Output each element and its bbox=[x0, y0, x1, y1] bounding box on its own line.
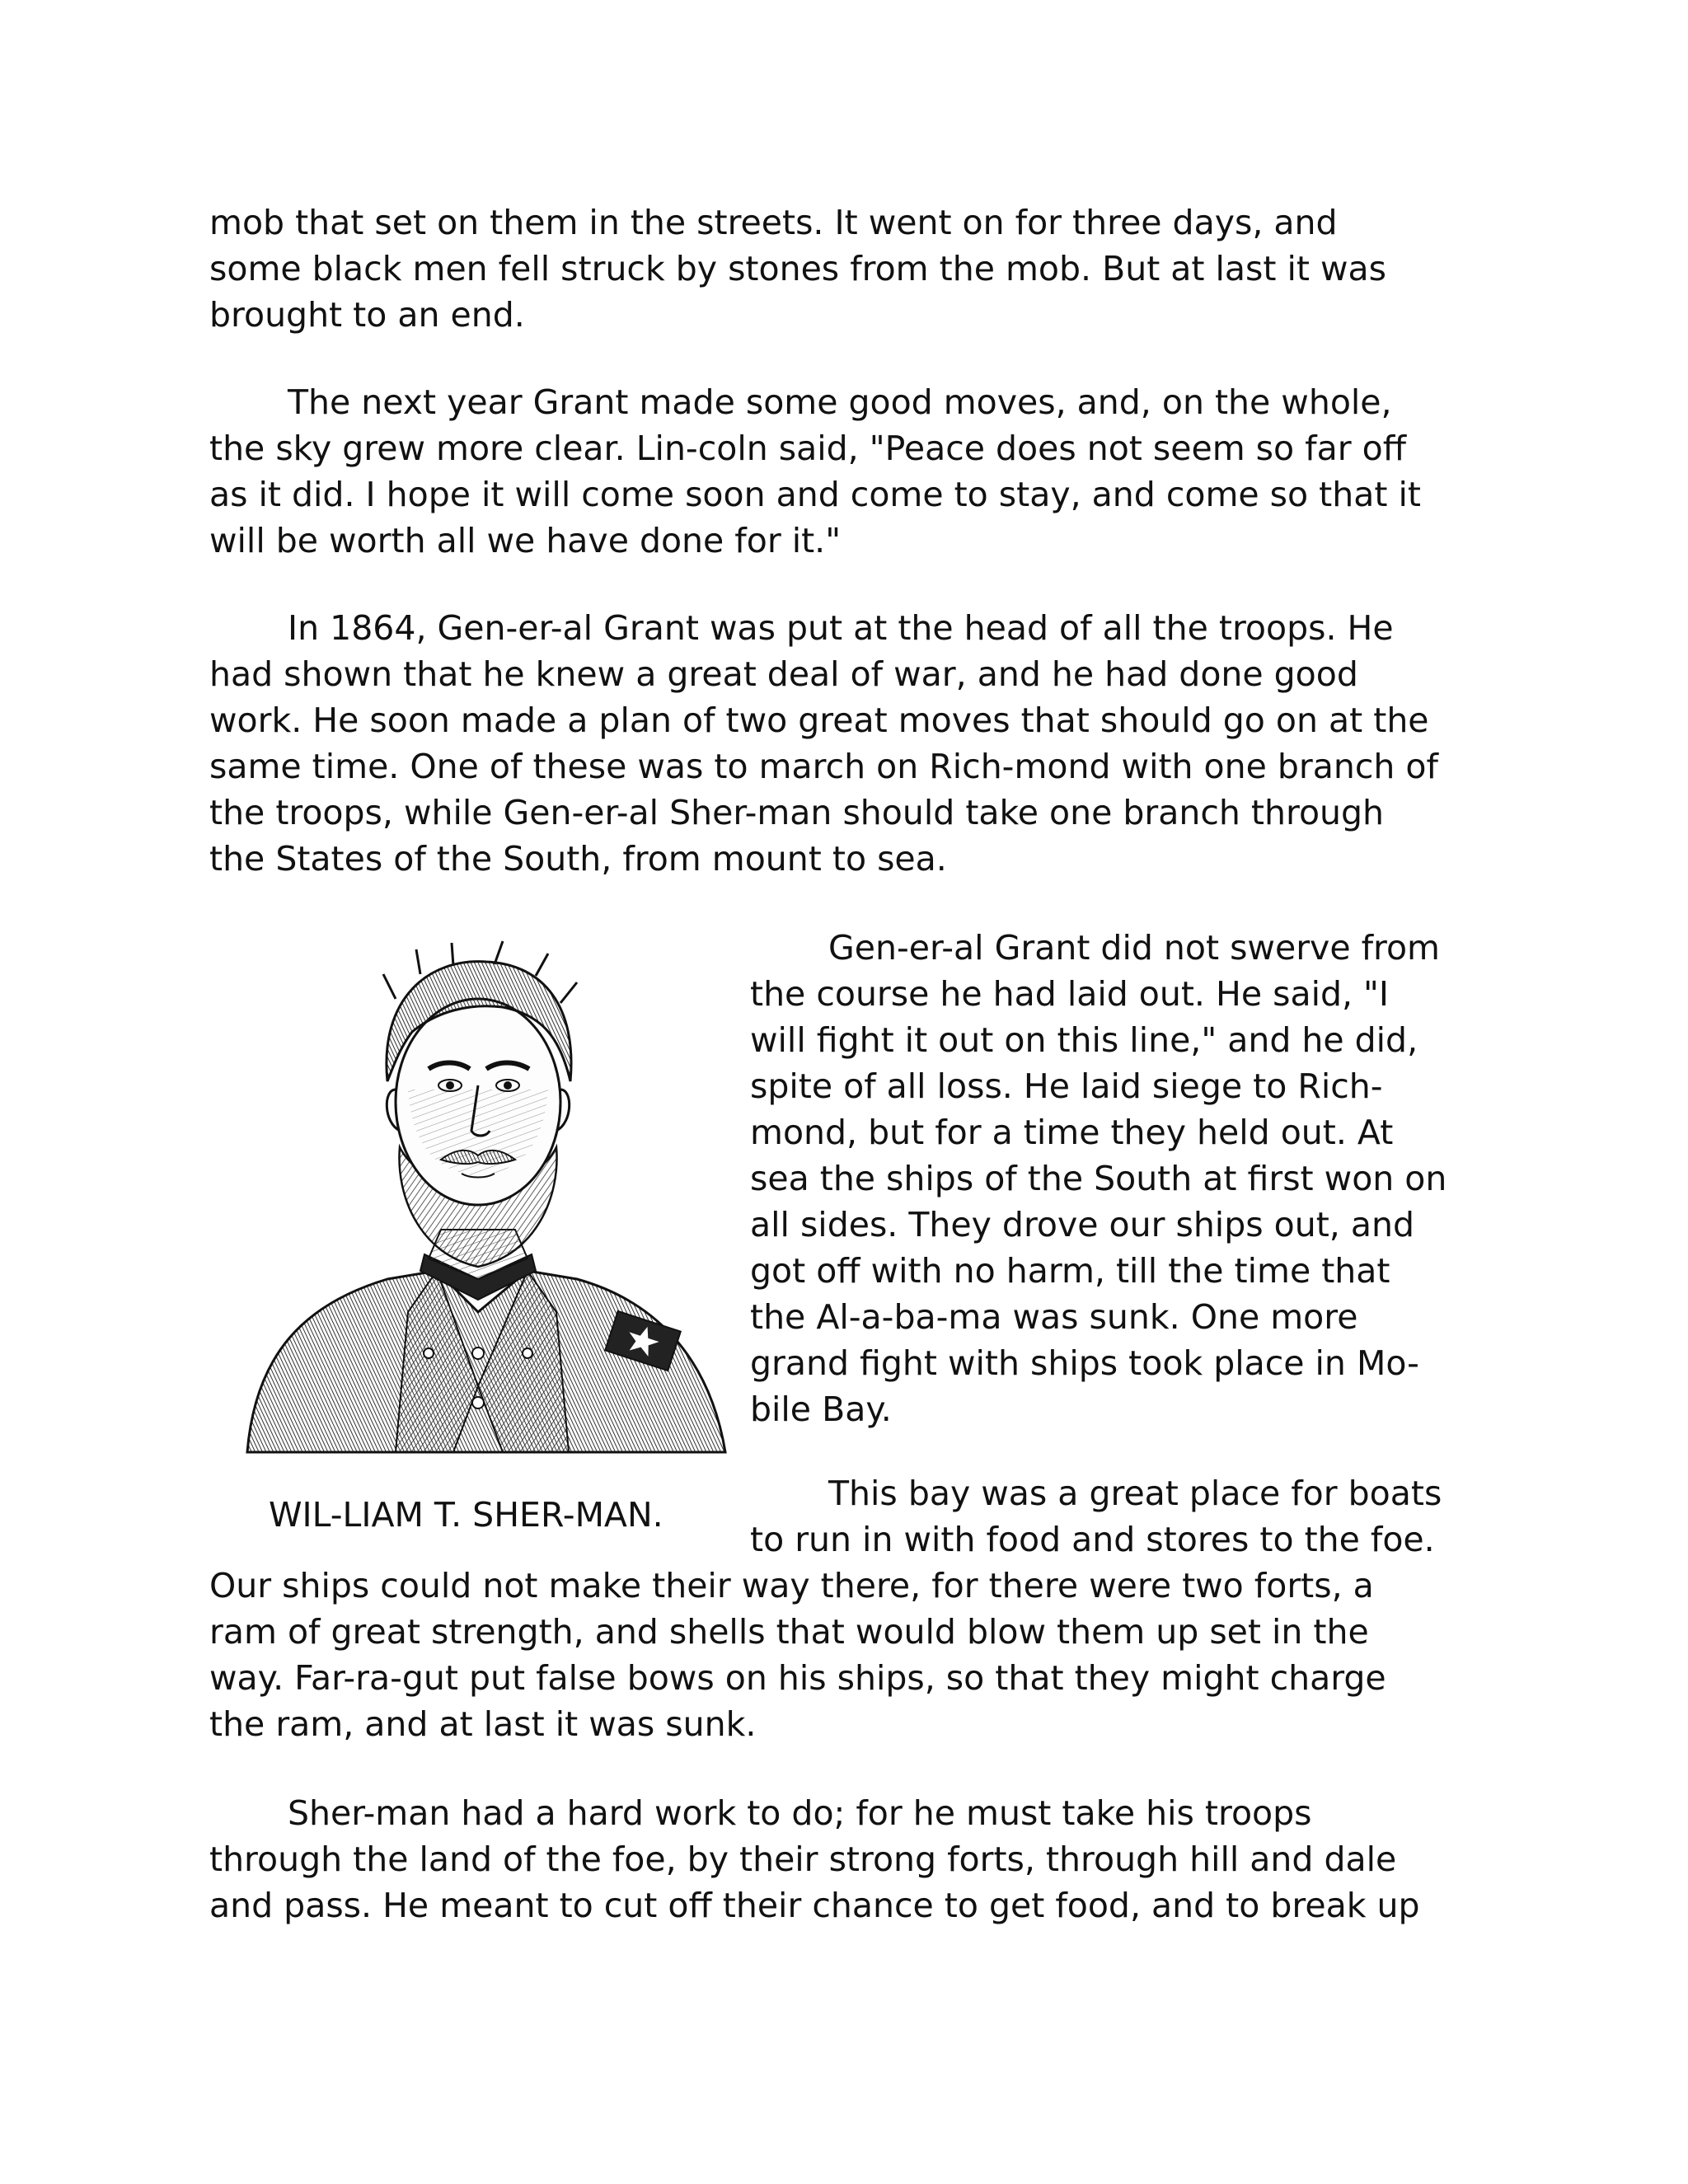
text-line: got off with no harm, till the time that bbox=[750, 1251, 1390, 1291]
text-line: grand fight with ships took place in Mo- bbox=[750, 1343, 1419, 1383]
text-line: will fight it out on this line," and he did, bbox=[750, 1020, 1418, 1060]
text-line: will be worth all we have done for it." bbox=[209, 521, 842, 560]
text-line: the ram, and at last it was sunk. bbox=[209, 1704, 757, 1744]
text-line: Gen-er-al Grant did not swerve from bbox=[828, 928, 1440, 968]
text-line: Our ships could not make their way there, for there were two forts, a bbox=[209, 1566, 1374, 1605]
paragraph-4 bbox=[750, 925, 1447, 1432]
text-line: This bay was a great place for boats bbox=[828, 1474, 1442, 1513]
text-line: the course he had laid out. He said, "I bbox=[750, 974, 1389, 1014]
text-line: the sky grew more clear. Lin-coln said, "Peace does not seem so far off bbox=[209, 429, 1406, 468]
text-line: bile Bay. bbox=[750, 1390, 892, 1429]
text-line: brought to an end. bbox=[209, 295, 525, 335]
text-line: same time. One of these was to march on Rich-mond with one branch of bbox=[209, 747, 1438, 786]
text-line: through the land of the foe, by their strong forts, through hill and dale bbox=[209, 1840, 1397, 1879]
text-line: way. Far-ra-gut put false bows on his ships, so that they might charge bbox=[209, 1658, 1386, 1698]
portrait-caption: WIL-LIAM T. SHER-MAN. bbox=[269, 1495, 663, 1535]
paragraph-6 bbox=[209, 1790, 1420, 1929]
paragraph-2 bbox=[209, 379, 1421, 564]
text-line: The next year Grant made some good moves, and, on the whole, bbox=[288, 382, 1392, 422]
engraved-portrait-icon bbox=[231, 925, 734, 1477]
text-line: work. He soon made a plan of two great moves that should go on at the bbox=[209, 701, 1429, 740]
text-line: spite of all loss. He laid siege to Rich- bbox=[750, 1066, 1383, 1106]
text-line: some black men fell struck by stones from the mob. But at last it was bbox=[209, 249, 1387, 288]
text-line: as it did. I hope it will come soon and come to stay, and come so that it bbox=[209, 475, 1421, 514]
paragraph-3 bbox=[209, 605, 1438, 882]
paragraph-1 bbox=[209, 199, 1386, 338]
text-line: ram of great strength, and shells that would blow them up set in the bbox=[209, 1612, 1369, 1652]
sherman-portrait bbox=[231, 925, 734, 1477]
text-line: and pass. He meant to cut off their chance to get food, and to break up bbox=[209, 1886, 1420, 1925]
text-line: Sher-man had a hard work to do; for he must take his troops bbox=[288, 1793, 1312, 1833]
text-line: the Al-a-ba-ma was sunk. One more bbox=[750, 1297, 1358, 1337]
paragraph-5-side bbox=[750, 1470, 1442, 1563]
text-line: the States of the South, from mount to sea. bbox=[209, 839, 947, 879]
text-line: mob that set on them in the streets. It went on for three days, and bbox=[209, 203, 1338, 242]
text-line: the troops, while Gen-er-al Sher-man should take one branch through bbox=[209, 793, 1385, 832]
text-line: to run in with food and stores to the foe. bbox=[750, 1520, 1435, 1559]
paragraph-5 bbox=[209, 1563, 1386, 1747]
text-line: In 1864, Gen-er-al Grant was put at the head of all the troops. He bbox=[288, 608, 1394, 648]
text-line: sea the ships of the South at first won on bbox=[750, 1159, 1447, 1198]
text-line: had shown that he knew a great deal of war, and he had done good bbox=[209, 654, 1358, 694]
text-line: mond, but for a time they held out. At bbox=[750, 1113, 1394, 1152]
text-line: all sides. They drove our ships out, and bbox=[750, 1205, 1414, 1244]
